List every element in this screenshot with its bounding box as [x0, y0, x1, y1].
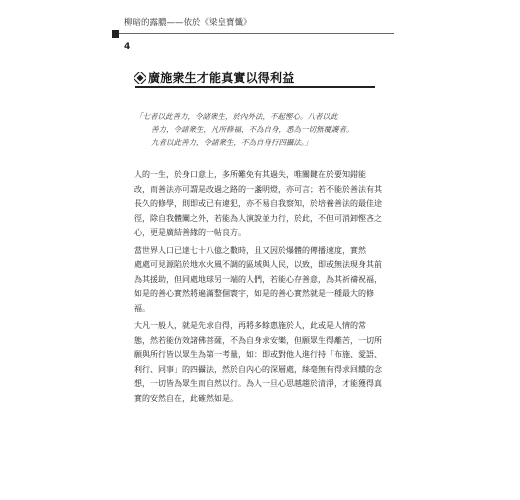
paragraph-line: 人的一生，於身口意上，多所難免有其過失，唯關鍵在於要知錯能 [134, 170, 366, 179]
body-text [134, 168, 382, 409]
section-title: 廣施衆生才能真實以得利益 [148, 71, 295, 85]
paragraph [134, 319, 382, 406]
paragraph-line: 處處可見源陷於地水火風不調的區域與人民，以致，即或無法現身其前 [134, 260, 382, 269]
header-marker [112, 30, 119, 38]
section-underline [135, 86, 375, 88]
paragraph [134, 168, 382, 241]
paragraph-line: 當世界人口已達七十八億之數時，且又因於爆體的傳播速度，實然 [134, 245, 366, 255]
page-number: 4 [124, 42, 131, 52]
paragraph-line: 態，然若能仿效諸佛菩薩，不為自身求安樂，但願眾生得離苦，一切所 [134, 335, 382, 345]
running-header: 柳暗的露膿——依於《梁皇寶懺》 [124, 18, 252, 28]
quote-line: 善力，令諸衆生，凡所修福，不為自身，悉為一切無覆護者。 [151, 125, 354, 134]
paragraph-line: 實的安然自在，此確然如是。 [134, 393, 238, 403]
paragraph-line: 為其援助，但同處地球另一端的人們，若能心存善意，為其祈禱祝福， [134, 274, 382, 284]
paragraph-line: 大凡一般人，就是先求自得，再將多餘惠施於人，此或是人情的常 [134, 321, 366, 330]
paragraph-line: 心，更是廣結善緣的一帖良方。 [134, 228, 246, 237]
paragraph-line: 長久的修學，則即或已有違犯，亦不易自我察知，於培養善法的最佳途 [134, 199, 382, 208]
paragraph-line: 徑，除自我體闡之外，若能為人演說並力行，於此，不但可消卸慳吝之 [134, 213, 382, 223]
paragraph-line: 福。 [134, 303, 150, 313]
paragraph-line: 如是的善心實然將遍滿整個寰宇，如是的善心實然就是一種最大的修 [134, 289, 374, 298]
paragraph-line: 願與所行皆以眾生為第一考量，如：即或對他人進行持「布施、愛語、 [134, 350, 382, 359]
header-rule [119, 33, 394, 34]
quote-line: 「七者以此善力，令諸衆生，於內外法，不起慳心。八者以此 [135, 112, 338, 121]
section-bullet-icon [134, 72, 146, 84]
paragraph-line: 利行、同事」的四攝法，然於自內心的深層處，絲毫無有得求回饋的念 [134, 364, 382, 374]
scripture-quote [135, 110, 379, 149]
quote-line: 九者以此善力，令諸衆生，不為自身行四攝法。」 [151, 138, 313, 147]
paragraph [134, 244, 382, 317]
paragraph-line: 想，一切皆為眾生而自然以行。為人一旦心思越趨於清淨，才能獲得真 [134, 379, 382, 388]
paragraph-line: 改，而善法亦可謂是改過之路的一盞明燈，亦可言；若不能於善法有其 [134, 184, 382, 194]
